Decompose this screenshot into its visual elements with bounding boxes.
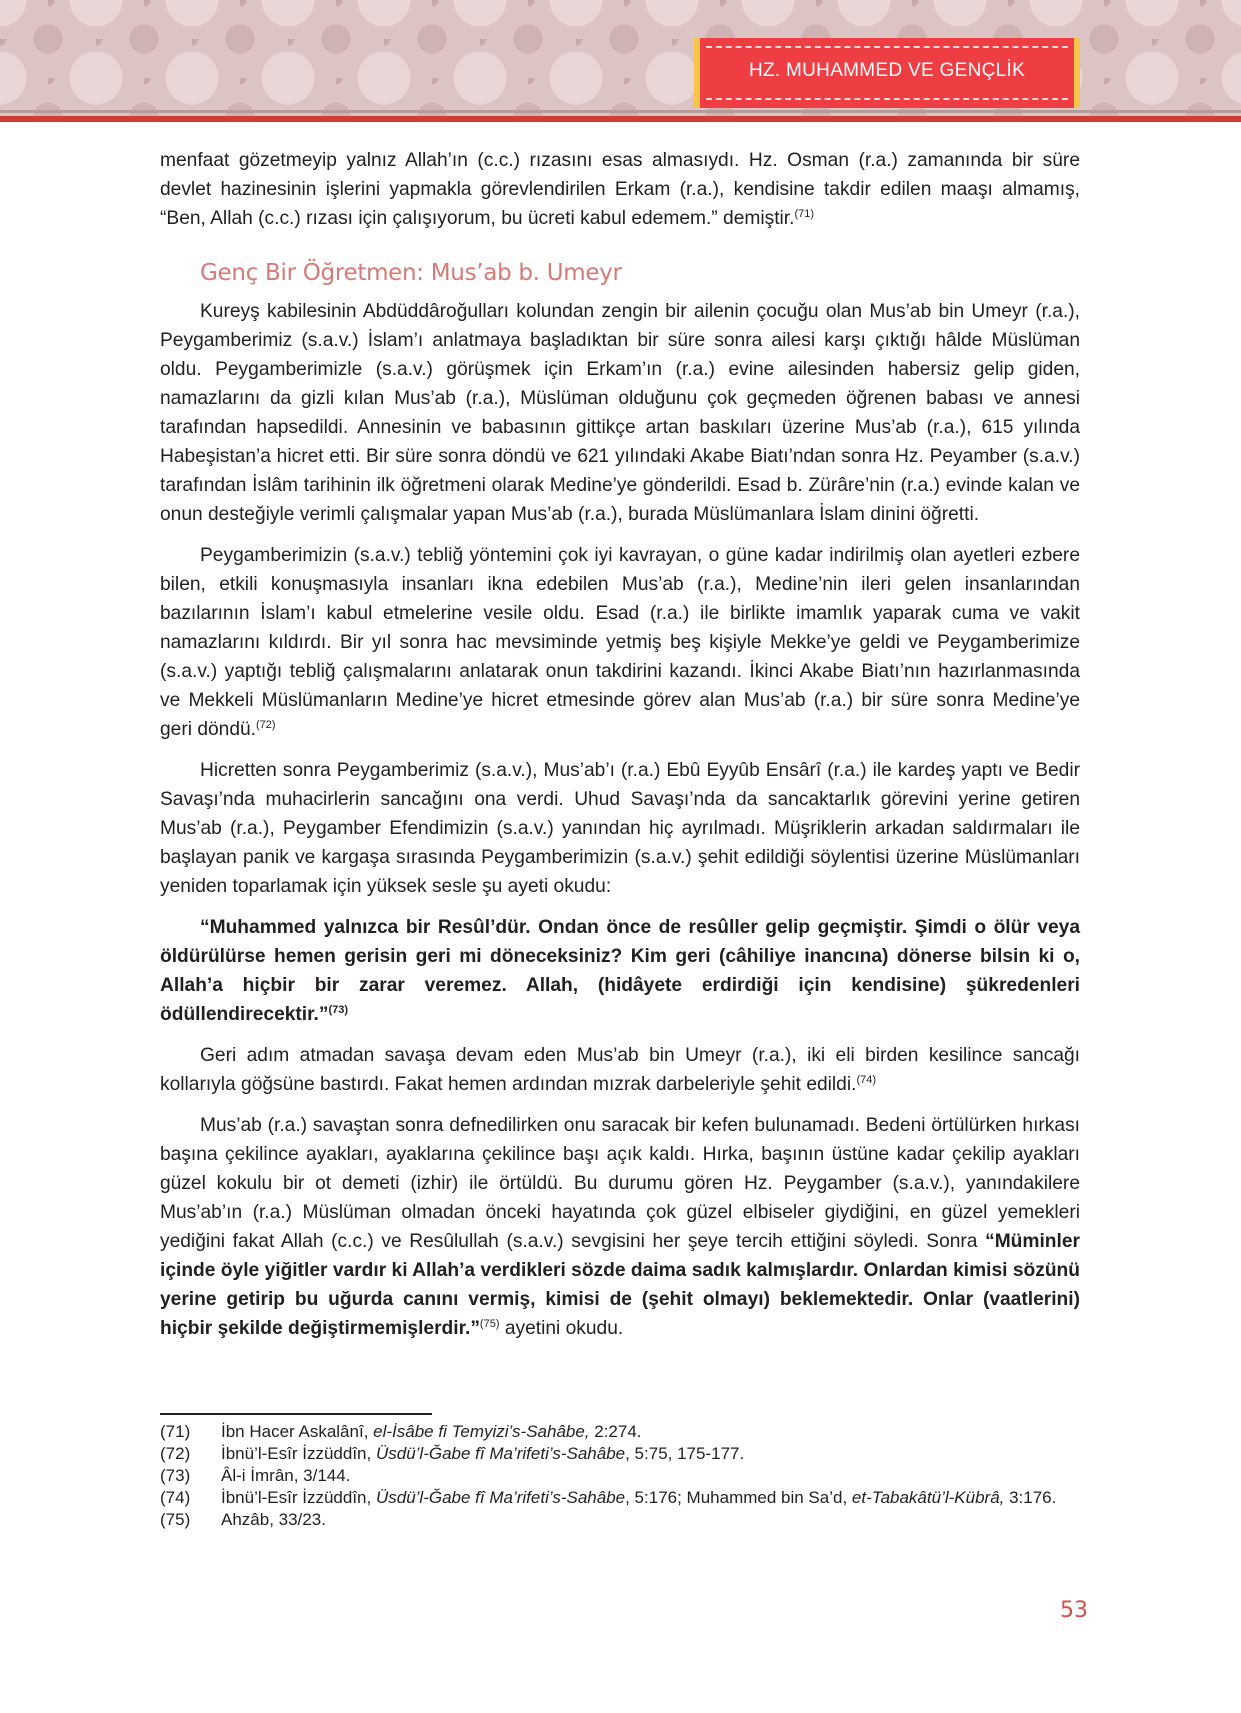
footnote-ref: (73): [328, 1004, 349, 1016]
section-heading: Genç Bir Öğretmen: Mus’ab b. Umeyr: [200, 260, 622, 286]
verse-inline: “Müminler içinde öyle yiğitler vardır ki Allah’a verdikleri sözde daima sadık kalmışlardır. Onlardan kimisi sözünü yerine getirip bu uğurda canını vermiş, kimisi de (şehit olmayı) beklemektedir. Onlar (vaatlerini) hiçbir şekilde değiştirmemişlerdir.”: [160, 1231, 1080, 1339]
chapter-title: HZ. MUHAMMED VE GENÇLİK: [748, 60, 1026, 81]
paragraph-4: Geri adım atmadan savaşa devam eden Mus’ab bin Umeyr (r.a.), iki eli birden kesilince sancağı kollarıyla göğsüne bastırdı. Fakat hemen ardından mızrak darbeleriyle şehit edildi.$^{(74)}$: [160, 1045, 1080, 1095]
footnote-item: (75) Ahzâb, 33/23.: [160, 1510, 326, 1529]
verse-quote: “Muhammed yalnızca bir Resûl’dür. Ondan önce de resûller gelip geçmiştir. Şimdi o ölür veya öldürülürse hemen gerisin geri mi döneceksiniz? Kim geri (câhiliye inancına) dönerse bilsin ki o, Allah’a hiçbir bir zarar veremez. Allah, (hidâyete erdirdiği için kendisine) şükredenleri ödüllendirecektir.”$^{(73)}$: [160, 917, 1080, 1025]
footnotes: [160, 1421, 1080, 1531]
paragraph-3: Hicretten sonra Peygamberimiz (s.a.v.), Mus’ab’ı (r.a.) Ebû Eyyûb Ensârî (r.a.) ile kardeş yaptı ve Bedir Savaşı’nda muhacirlerin sancağını ona verdi. Uhud Savaşı’nda da sancaktarlık görevini yerine getiren Mus’ab (r.a.), Peygamber Efendimizin (s.a.v.) yanından hiç ayrılmadı. Müşriklerin arkadan saldırmaları ile başlayan panik ve kargaşa sırasında Peygamberimizin (s.a.v.) şehit edildiği söylentisi üzerine Müslümanları yeniden toparlamak için yüksek sesle şu ayeti okudu:: [160, 760, 1080, 897]
footnote-separator: [160, 1413, 432, 1415]
header-divider: [0, 110, 1241, 113]
header-red-rule: [0, 116, 1241, 122]
footnote-item: (71) İbn Hacer Askalânî, el-İsâbe fi Temyizi’s-Sahâbe, 2:274.: [160, 1422, 642, 1441]
page-body: [160, 146, 1080, 1343]
footnote-ref: (71): [794, 208, 815, 220]
page-number: 53: [1060, 1598, 1088, 1623]
intro-paragraph: menfaat gözetmeyip yalnız Allah’ın (c.c.) rızasını esas almasıydı. Hz. Osman (r.a.) zamanında bir süre devlet hazinesinin işlerini yapmakla görevlendirilen Erkam (r.a.), kendisine takdir edilen maaşı almamış, “Ben, Allah (c.c.) rızası için çalışıyorum, bu ücreti kabul edemem.” demiştir.$^{(71)}$: [160, 150, 1080, 229]
footnote-ref: (74): [856, 1074, 877, 1086]
footnote-item: (74) İbnü’l-Esîr İzzüddîn, Üsdü’l-Ğabe fî Ma’rifeti’s-Sahâbe, 5:176; Muhammed bin Sa’d, et-Tabakâtü’l-Kübrâ, 3:176.: [160, 1488, 1057, 1507]
paragraph-5: Mus’ab (r.a.) savaştan sonra defnedilirken onu saracak bir kefen bulunamadı. Bedeni örtülürken hırkası başına çekilince ayakları, ayaklarına çekilince başı açık kaldı. Hırka, başının üstüne kadar çekilip ayakları güzel kokulu bir ot demeti (izhir) ile örtüldü. Bu durumu gören Hz. Peygamber (s.a.v.), yanındakilere Mus’ab’ın (r.a.) Müslüman olmadan önceki hayatında çok güzel elbiseler giydiğini, en güzel yemekleri yediğini fakat Allah (c.c.) ve Resûlullah (s.a.v.) sevgisini her şeye tercih ettiğini söyledi. Sonra “Müminler içinde öyle yiğitler vardır ki Allah’a verdikleri sözde daima sadık kalmışlardır. Onlardan kimisi sözünü yerine getirip bu uğurda canını vermiş, kimisi de (şehit olmayı) beklemektedir. Onlar (vaatlerini) hiçbir şekilde değiştirmemişlerdir.”$^{(75)}$ ayetini okudu.: [160, 1115, 1080, 1339]
paragraph-2: Peygamberimizin (s.a.v.) tebliğ yöntemini çok iyi kavrayan, o güne kadar indirilmiş olan ayetleri ezbere bilen, etkili konuşmasıyla insanları ikna edebilen Mus’ab (r.a.), Medine’nin ileri gelen insanlarından bazılarının İslam’ı kabul etmelerine vesile oldu. Esad (r.a.) ile birlikte imamlık yaparak cuma ve vakit namazlarını kıldırdı. Bir yıl sonra hac mevsiminde yetmiş beş kişiyle Mekke’ye geldi ve Peygamberimize (s.a.v.) yaptığı tebliğ çalışmalarını anlatarak onun takdirini kazandı. İkinci Akabe Biatı’nın hazırlanmasında ve Mekkeli Müslümanların Medine’ye hicret etmesinde görev alan Mus’ab (r.a.) bir süre sonra Medine’ye geri döndü.$^{(72)}$: [160, 545, 1080, 740]
footnote-ref: (75): [479, 1318, 500, 1330]
paragraph-1: Kureyş kabilesinin Abdüddâroğulları kolundan zengin bir ailenin çocuğu olan Mus’ab bin Umeyr (r.a.), Peygamberimiz (s.a.v.) İslam’ı anlatmaya başladıktan bir süre sonra ailesi karşı çıktığı hâlde Müslüman oldu. Peygamberimizle (s.a.v.) görüşmek için Erkam’ın (r.a.) evine ailesinden habersiz gelip giden, namazlarını da gizli kılan Mus’ab (r.a.), Müslüman olduğunu çok geçmeden öğrenen babası ve annesi tarafından hapsedildi. Annesinin ve babasının gittikçe artan baskıları üzerine Mus’ab (r.a.), 615 yılında Habeşistan’a hicret etti. Bir süre sonra döndü ve 621 yılındaki Akabe Biatı’ndan sonra Hz. Peyamber (s.a.v.) tarafından İslâm tarihinin ilk öğretmeni olarak Medine’ye gönderildi. Esad b. Zürâre’nin (r.a.) evinde kalan ve onun desteğiyle verimli çalışmalar yapan Mus’ab (r.a.), burada Müslümanlara İslam dinini öğretti.: [160, 301, 1080, 525]
footnote-item: (73) Âl-i İmrân, 3/144.: [160, 1466, 351, 1485]
chapter-title-tag: [694, 38, 1080, 108]
footnote-ref: (72): [256, 719, 276, 731]
footnote-item: (72) İbnü’l-Esîr İzzüddîn, Üsdü’l-Ğabe fî Ma’rifeti’s-Sahâbe, 5:75, 175-177.: [160, 1444, 745, 1463]
